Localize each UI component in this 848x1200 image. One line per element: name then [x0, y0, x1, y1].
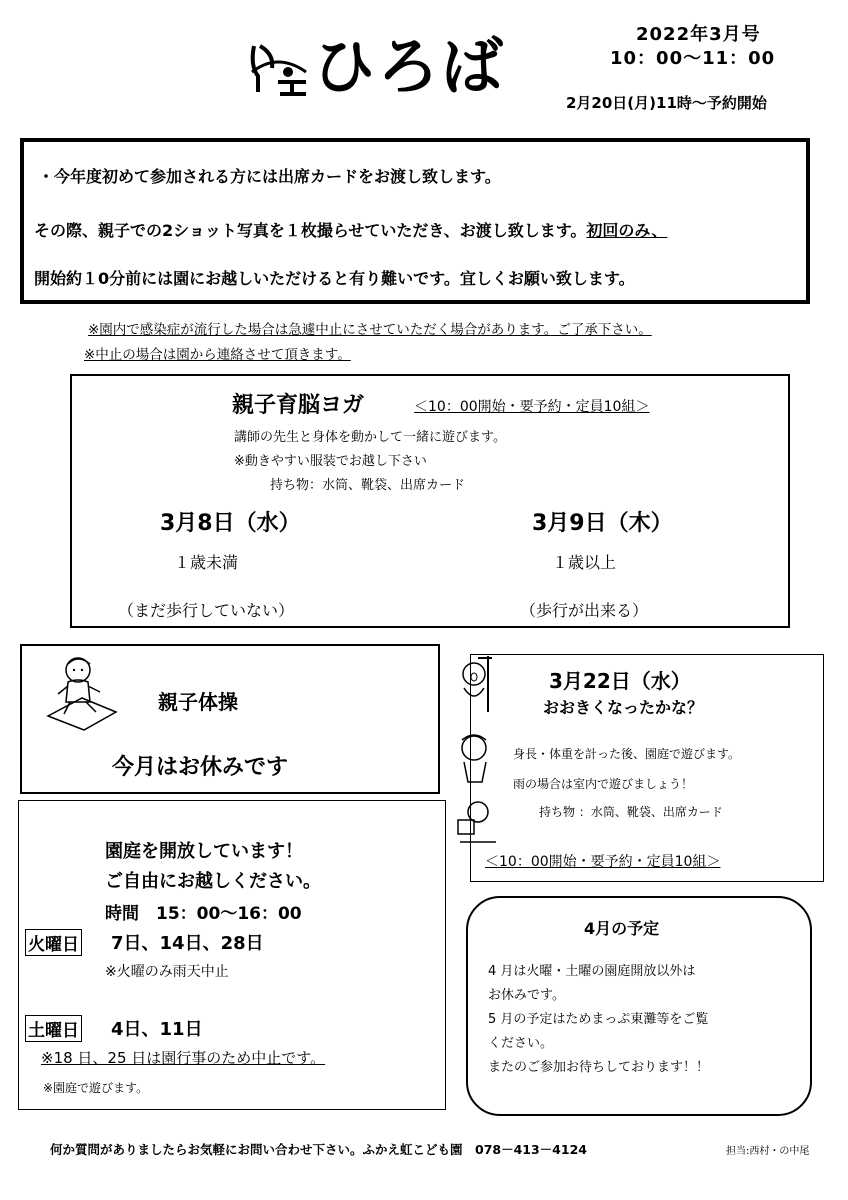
april-line-2: お休みです。	[488, 988, 565, 1003]
notice-box	[20, 138, 810, 304]
measure-description: 身長・体重を計った後、園庭で遊びます。	[513, 747, 741, 761]
measure-rain-note: 雨の場合は室内で遊びましょう！	[513, 777, 694, 791]
notice-line-2-text: その際、親子での2ショット写真を１枚撮らせていただき、お渡し致します。	[34, 221, 587, 240]
taiso-status: 今月はお休みです	[112, 755, 289, 780]
yoga-day2-age: １歳以上	[552, 553, 617, 572]
yoga-day1-condition: （まだ歩行していない）	[118, 601, 295, 620]
measure-info: ＜10：00開始・要予約・定員10組＞	[485, 854, 721, 870]
april-line-4: ください。	[488, 1036, 554, 1051]
yoga-clothing-note: ※動きやすい服装でお越し下さい	[234, 454, 427, 469]
child-on-mat-icon	[44, 652, 120, 732]
measure-date: 3月22日（水）	[549, 669, 691, 693]
footer-staff: 担当:西村・の中尾	[726, 1146, 810, 1157]
notice-first-time-only: 初回のみ、	[586, 221, 668, 240]
yoga-day2-condition: （歩行が出来る）	[520, 601, 649, 620]
garden-time: 時間 15：00～16：00	[105, 904, 302, 924]
saturday-label: 土曜日	[25, 1015, 82, 1042]
measure-subtitle: おおきくなったかな？	[543, 698, 704, 717]
notice-line-3: 開始約１0分前には園にお越しいただけると有り難いです。宜しくお願い致します。	[34, 269, 635, 288]
yoga-day1-age: １歳未満	[174, 553, 239, 572]
tuesday-dates: 7日、14日、28日	[111, 933, 264, 954]
notice-line-2	[34, 218, 667, 241]
april-title: 4月の予定	[584, 919, 660, 938]
yoga-info: ＜10：00開始・要予約・定員10組＞	[414, 399, 650, 415]
april-line-3: 5 月の予定はためまっぷ東灘等をご覧	[488, 1012, 709, 1027]
caution-line-1: ※園内で感染症が流行した場合は急遽中止にさせていただく場合があります。ご了承下さい。	[88, 322, 652, 338]
reservation-start: 2月20日(月)11時～予約開始	[566, 94, 767, 112]
garden-line-2: ご自由にお越しください。	[105, 871, 321, 892]
measure-items: 持ち物 ：水筒、靴袋、出席カード	[539, 805, 723, 819]
children-measuring-icon	[452, 652, 502, 852]
footer-contact: 何か質問がありましたらお気軽にお問い合わせ下さい。ふかえ虹こども園 078－413－4124	[50, 1142, 587, 1157]
notice-line-1: ・今年度初めて参加される方には出席カードをお渡し致します。	[38, 167, 501, 186]
caution-line-2: ※中止の場合は園から連絡させて頂きます。	[84, 347, 351, 363]
april-line-5: またのご参加お待ちしております！！	[488, 1060, 710, 1075]
garden-box	[18, 800, 446, 1110]
saturday-dates: 4日、11日	[111, 1019, 203, 1040]
rainbow-logo-icon	[248, 32, 310, 100]
logo-text: ひろば	[313, 30, 506, 103]
yoga-day2-date: 3月9日（木）	[532, 511, 673, 536]
saturday-cancel-note: ※18 日、25 日は園行事のため中止です。	[41, 1049, 326, 1067]
yoga-items: 持ち物：水筒、靴袋、出席カード	[270, 478, 466, 493]
garden-line-1: 園庭を開放しています！	[105, 841, 303, 862]
taiso-box	[20, 644, 440, 794]
april-box	[466, 896, 812, 1116]
measure-box	[470, 654, 824, 882]
issue-label: 2022年3月号	[636, 24, 761, 45]
yoga-title: 親子育脳ヨガ	[232, 393, 365, 418]
tuesday-label: 火曜日	[25, 929, 82, 956]
time-label: 10：00～11：00	[610, 48, 776, 69]
yoga-description: 講師の先生と身体を動かして一緒に遊びます。	[234, 430, 506, 445]
taiso-title: 親子体操	[158, 690, 238, 714]
garden-place-note: ※園庭で遊びます。	[43, 1081, 149, 1095]
yoga-box	[70, 374, 790, 628]
yoga-day1-date: 3月8日（水）	[160, 511, 301, 536]
april-line-1: 4 月は火曜・土曜の園庭開放以外は	[488, 964, 696, 979]
tuesday-rain-note: ※火曜のみ雨天中止	[105, 964, 229, 980]
